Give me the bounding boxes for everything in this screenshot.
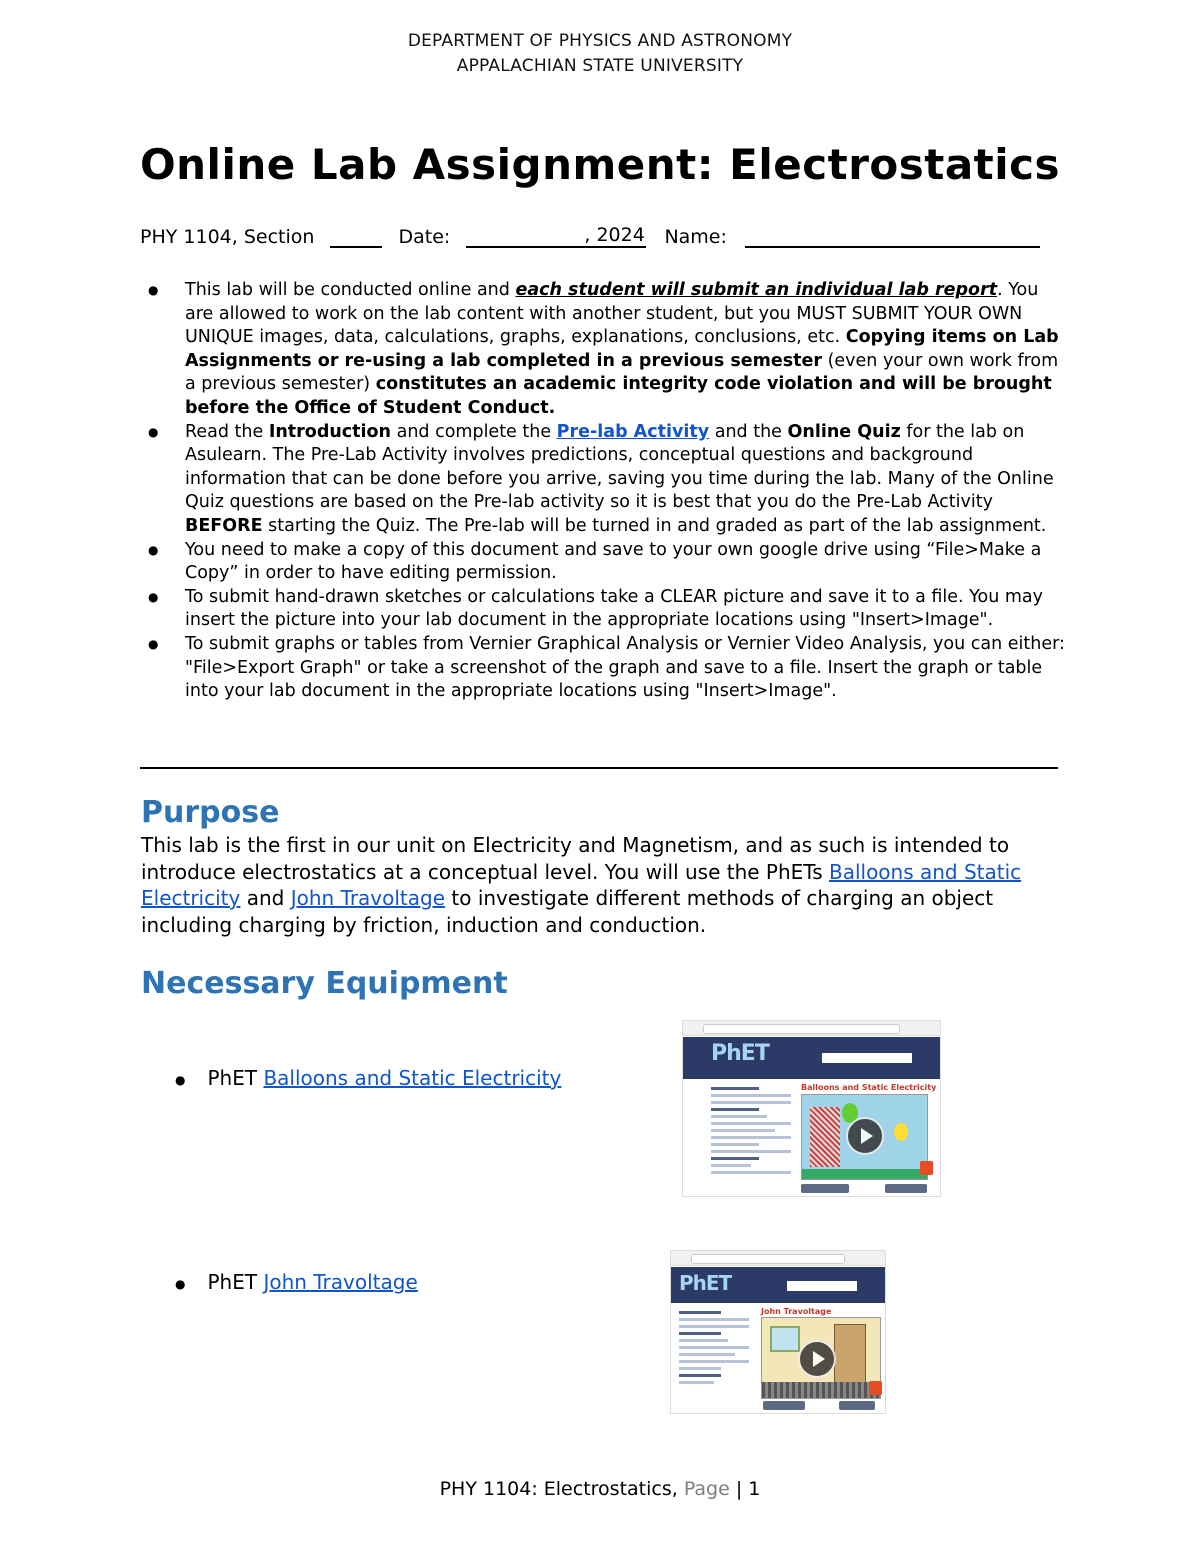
info-line xyxy=(140,226,1040,248)
html5-icon xyxy=(920,1161,933,1175)
phet-banner xyxy=(683,1037,940,1079)
sim-preview xyxy=(801,1094,928,1180)
purpose-text: This lab is the first in our unit on Electricity and Magnetism, and as such is intended to introduce electrostatics at a conceptual level. You will use the PhETs Balloons and Static Electricity and John Travoltage to investigate different methods of charging an object including charging by friction, induction and conduction. xyxy=(141,833,1022,937)
list-item: ● To submit hand-drawn sketches or calculations take a CLEAR picture and save it to a file. You may insert the picture into your lab document in the appropriate locations using "Insert>Image". xyxy=(140,586,1070,633)
balloons-equipment-link[interactable]: Balloons and Static Electricity xyxy=(263,1066,562,1090)
play-icon xyxy=(798,1340,836,1378)
sim-preview xyxy=(761,1317,881,1399)
embed-button xyxy=(885,1184,927,1193)
page-title: Online Lab Assignment: Electrostatics xyxy=(139,140,1061,189)
instructions-list xyxy=(140,279,1070,704)
travoltage-sim-screenshot[interactable] xyxy=(670,1250,886,1414)
year-text: , 2024 xyxy=(584,224,645,246)
date-label: Date: xyxy=(398,226,451,248)
university-header: APPALACHIAN STATE UNIVERSITY xyxy=(456,56,744,76)
course-section-label: PHY 1104, Section xyxy=(140,226,315,248)
download-button xyxy=(763,1401,805,1410)
sim-title: Balloons and Static Electricity xyxy=(801,1083,937,1092)
html5-icon xyxy=(869,1381,882,1395)
play-icon xyxy=(846,1117,884,1155)
bullet-icon: ● xyxy=(175,1276,186,1291)
bullet-icon: ● xyxy=(175,1072,186,1087)
travoltage-link[interactable]: John Travoltage xyxy=(290,886,446,910)
embed-button xyxy=(839,1401,875,1410)
browser-url-bar xyxy=(671,1251,885,1266)
name-blank[interactable] xyxy=(745,226,1040,248)
sim-title: John Travoltage xyxy=(761,1307,832,1316)
pre-lab-activity-link[interactable]: Pre-lab Activity xyxy=(556,421,710,442)
page-footer: PHY 1104: Electrostatics, Page | 1 xyxy=(439,1478,761,1500)
search-box xyxy=(822,1053,912,1063)
equipment-item-balloons: ● PhET Balloons and Static Electricity xyxy=(175,1066,562,1090)
phet-banner xyxy=(671,1267,885,1303)
divider xyxy=(140,767,1058,769)
browser-url-bar xyxy=(683,1021,940,1036)
phet-logo: PhET xyxy=(711,1041,769,1066)
list-item: ● Read the Introduction and complete the Pre-lab Activity and the Online Quiz for the lab on Asulearn. The Pre-Lab Activity involves predictions, conceptual questions and background information that can be done before you arrive, saving you time during the lab. Many of the Online Quiz questions are based on the Pre-lab activity so it is best that you do the Pre-Lab Activity BEFORE starting the Quiz. The Pre-lab will be turned in and graded as part of the lab assignment. xyxy=(140,421,1070,539)
download-button xyxy=(801,1184,849,1193)
list-item: ● You need to make a copy of this document and save to your own google drive using “File>Make a Copy” in order to have editing permission. xyxy=(140,539,1070,586)
department-header: DEPARTMENT OF PHYSICS AND ASTRONOMY xyxy=(407,31,793,51)
date-blank[interactable] xyxy=(466,226,646,248)
list-item: ● To submit graphs or tables from Vernier Graphical Analysis or Vernier Video Analysis, you can either: "File>Export Graph" or take a screenshot of the graph and save to a file. Insert the graph or table into your lab document in the appropriate locations using "Insert>Image". xyxy=(140,633,1070,704)
phet-logo: PhET xyxy=(679,1271,732,1295)
equipment-heading: Necessary Equipment xyxy=(141,966,508,1001)
balloons-sim-screenshot[interactable] xyxy=(682,1020,941,1197)
emphasis-text: each student will submit an individual lab report xyxy=(515,280,998,300)
balloons-link[interactable]: Balloons and Static Electricity xyxy=(141,859,1022,910)
list-item: ● This lab will be conducted online and each student will submit an individual lab report. You are allowed to work on the lab content with another student, but you MUST SUBMIT YOUR OWN UNIQUE images, data, calculations, graphs, explanations, conclusions, etc. Copying items on Lab Assignments or re-using a lab completed in a previous semester (even your own work from a previous semester) constitutes an academic integrity code violation and will be brought before the Office of Student Conduct. xyxy=(140,279,1070,421)
sidebar-menu xyxy=(679,1307,749,1388)
name-label: Name: xyxy=(664,226,727,248)
purpose-heading: Purpose xyxy=(141,795,280,830)
equipment-item-travoltage: ● PhET John Travoltage xyxy=(175,1270,418,1294)
travoltage-equipment-link[interactable]: John Travoltage xyxy=(263,1270,418,1294)
sidebar-menu xyxy=(711,1083,791,1178)
search-box xyxy=(787,1281,857,1291)
section-blank[interactable] xyxy=(330,226,382,248)
